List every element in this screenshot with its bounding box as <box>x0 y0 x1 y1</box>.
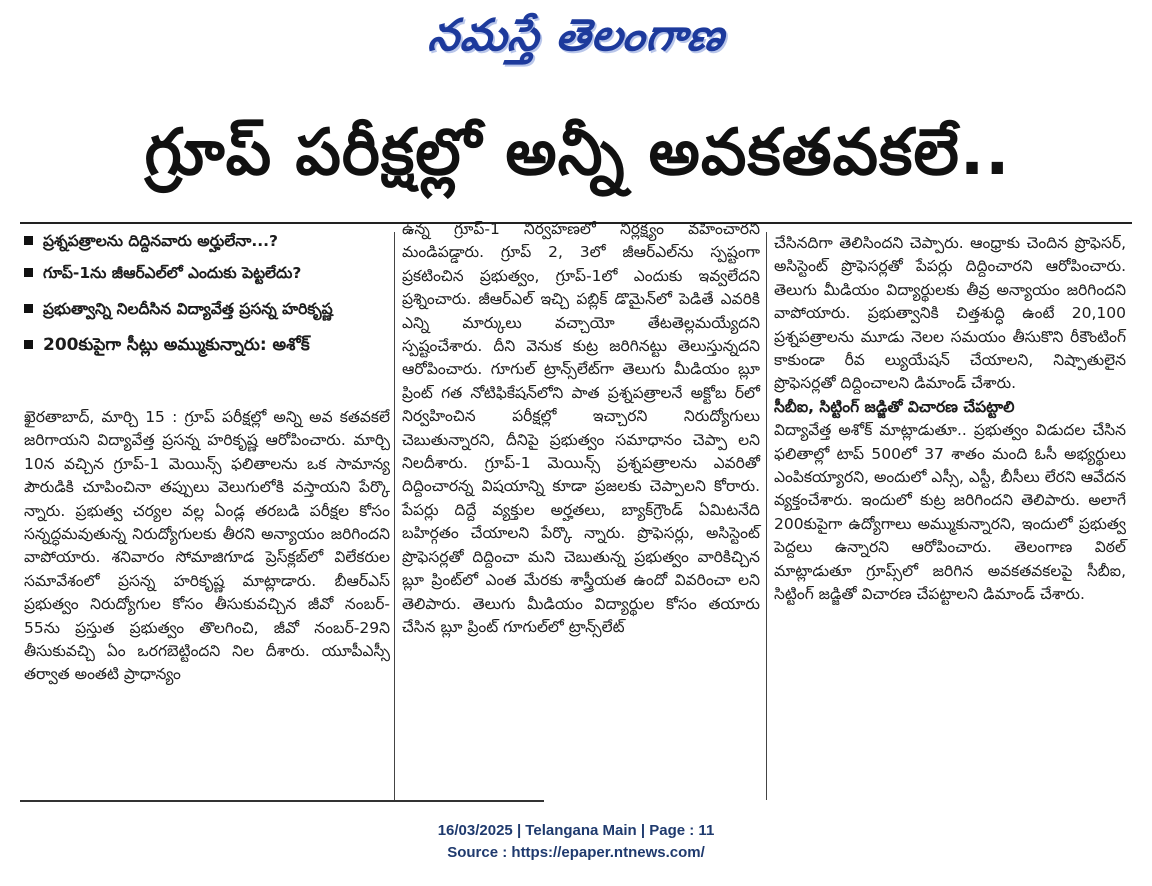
highlight-item <box>24 294 390 324</box>
publication-info: 16/03/2025 | Telangana Main | Page : 11 <box>437 822 715 839</box>
highlight-item <box>24 334 390 356</box>
highlight-text: ప్రభుత్వాన్ని నిలదీసిన విద్యావేత్త ప్రసన్న హరికృష్ణ <box>43 300 333 318</box>
highlights-list <box>24 230 390 366</box>
headline: గ్రూప్ పరీక్షల్లో అన్నీ అవకతవకలే.. <box>144 115 1011 190</box>
column-divider <box>394 232 395 800</box>
highlight-text: ప్రశ్నపత్రాలను దిద్దినవారు అర్హులేనా...? <box>43 232 279 250</box>
highlight-text: 200కుపైగా సీట్లు అమ్ముకున్నారు: అశోక్ <box>43 335 310 355</box>
article-column-3 <box>774 232 1126 607</box>
highlight-item <box>24 262 390 284</box>
masthead-title: నమస్తే తెలంగాణ <box>425 10 728 61</box>
highlight-item <box>24 230 390 252</box>
bullet-icon <box>24 304 33 313</box>
column-divider <box>766 232 767 800</box>
bullet-icon <box>24 268 33 277</box>
article-paragraph: ఉన్న గ్రూప్-1 నిర్వహణలో నిర్లక్ష్యం వహించారని మండిపడ్డారు. గ్రూప్ 2, 3లో జీఆర్ఎల్‌ను స్పష్టంగా ప్రకటించిన ప్రభుత్వం, గ్రూప్-1లో ఎందుకు ఇవ్వలేదని ప్రశ్నించారు. జీఆర్ఎల్ ఇచ్చి పబ్లిక్ డొమైన్‌లో పెడితే ఎవరికి ఎన్ని మార్కులు వచ్చాయో తేటతెల్లమయ్యేదని స్పష్టంచేశారు. దీని వెనుక కుట్ర జరిగినట్టు తెలుస్తున్నదని ఆరోపించారు. గూగుల్ ట్రాన్స్‌లేట్‌గా తెలుగు మీడియం బ్లూ ప్రింట్ గత నోటిఫికేషన్‌లోని పాత ప్రశ్నపత్రాలనే అక్టోబ ర్‌లో నిర్వహించిన పరీక్షల్లో ఇచ్చారని నిరుద్యోగులు చెబుతున్నారని, దీనిపై ప్రభుత్వం సమాధానం చెప్పా లని నిలదీశారు. గ్రూప్-1 మెయిన్స్ ప్రశ్నపత్రాలను ఎవరితో దిద్దించారన్న విషయాన్ని కూడా ప్రజలకు చెప్పాలని కోరారు. పేపర్లు దిద్దే వ్యక్తుల అర్హతలు, బ్యాక్‌గ్రౌండ్ ఏమిటనేది బహిర్గతం చేయాలని పేర్కొ న్నారు. ప్రొఫెసర్లు, అసిస్టెంట్ ప్రొఫెసర్లతో దిద్దించా మని చెబుతున్న ప్రభుత్వం వారికిచ్చిన బ్లూ ప్రింట్‌లో ఎంత మేరకు శాస్త్రీయత ఉందో వివరించా లని తెలిపారు. తెలుగు మీడియం విద్యార్థుల కోసం తయారు చేసిన బ్లూ ప్రింట్ గూగుల్‌లో ట్రాన్స్‌లేట్ <box>402 220 760 636</box>
article-column-1 <box>24 406 390 687</box>
bullet-icon <box>24 236 33 245</box>
article-column-2 <box>402 218 760 639</box>
bullet-icon <box>24 340 33 349</box>
section-subheading: సీబీఐ, సిట్టింగ్ జడ్జితో విచారణ చేపట్టాలి <box>774 397 1015 416</box>
source-footer <box>0 820 1152 864</box>
article-paragraph: విద్యావేత్త అశోక్ మాట్లాడుతూ.. ప్రభుత్వం విడుదల చేసిన ఫలితాల్లో టాప్ 500లో 37 శాతం మంది ఓసీ అభ్యర్థులు ఎంపికయ్యారని, అందులో ఎస్సీ, ఎస్టీ, బీసీలు లేరని ఆవేదన వ్యక్తంచేశారు. ఇందులో కుట్ర జరిగిందని తెలిపారు. అలాగే 200కుపైగా ఉద్యోగాలు అమ్ముకున్నారని, ఇందులో ప్రభుత్వ పెద్దలు ఉన్నారని ఆరోపించారు. తెలంగాణ విఠల్ మాట్లాడుతూ గ్రూప్స్‌లో జరిగిన అవకతవకలపై సీబీఐ, సిట్టింగ్ జడ్జితో విచారణ చేపట్టాలని డిమాండ్ చేశారు. <box>774 421 1126 604</box>
footer-divider <box>20 800 544 802</box>
masthead-logo <box>0 0 1152 82</box>
source-link[interactable]: Source : https://epaper.ntnews.com/ <box>447 844 705 861</box>
highlight-text: గూప్-1ను జీఆర్ఎల్‌లో ఎందుకు పెట్టలేదు? <box>43 264 302 282</box>
article-paragraph: ఖైరతాబాద్, మార్చి 15 : గ్రూప్ పరీక్షల్లో అన్ని అవ కతవకలే జరిగాయని విద్యావేత్త ప్రసన్న హరికృష్ణ ఆరోపించారు. మార్చి 10న వచ్చిన గ్రూప్-1 మెయిన్స్ ఫలితాలను ఒక సామాన్య పౌరుడికి చూపించినా తప్పులు వెలుగులోకి వస్తాయని పేర్కొ న్నారు. ప్రభుత్వ చర్యల వల్ల ఏండ్ల తరబడి పరీక్షల కోసం సన్నద్ధమవుతున్న నిరుద్యోగులకు తీరని అన్యాయం జరిగిందని వాపోయారు. శనివారం సోమాజిగూడ ప్రెస్‌క్లబ్‌లో విలేకరుల సమావేశంలో ప్రసన్న హరికృష్ణ మాట్లాడారు. బీఆర్ఎస్ ప్రభుత్వం నిరుద్యోగుల కోసం తీసుకువచ్చిన జీవో నంబర్- 55ను ప్రస్తుత ప్రభుత్వం తొలగించి, జీవో నంబర్-29ని తీసుకువచ్చి ఏం ఒరగబెట్టిందని నిల దీశారు. యూపీఎస్సీ తర్వాత అంతటి ప్రాధాన్యం <box>24 408 390 684</box>
article-paragraph: చేసినదిగా తెలిసిందని చెప్పారు. ఆంధ్రాకు చెందిన ప్రొఫెసర్, అసిస్టెంట్ ప్రొఫెసర్లతో పేపర్లు దిద్దించారని ఆరోపించారు. తెలుగు మీడియం విద్యార్థులకు తీవ్ర అన్యాయం జరిగిందని వాపోయారు. ప్రభుత్వానికి చిత్తశుద్ధి ఉంటే 20,100 ప్రశ్నపత్రాలను మూడు నెలల సమయం తీసుకొని రీకౌంటింగ్ కాకుండా రీవ ల్యుయేషన్ చేయాలని, నిష్పాతులైన ప్రొఫెసర్లతో దిద్దించాలని డిమాండ్ చేశారు. <box>774 234 1126 393</box>
